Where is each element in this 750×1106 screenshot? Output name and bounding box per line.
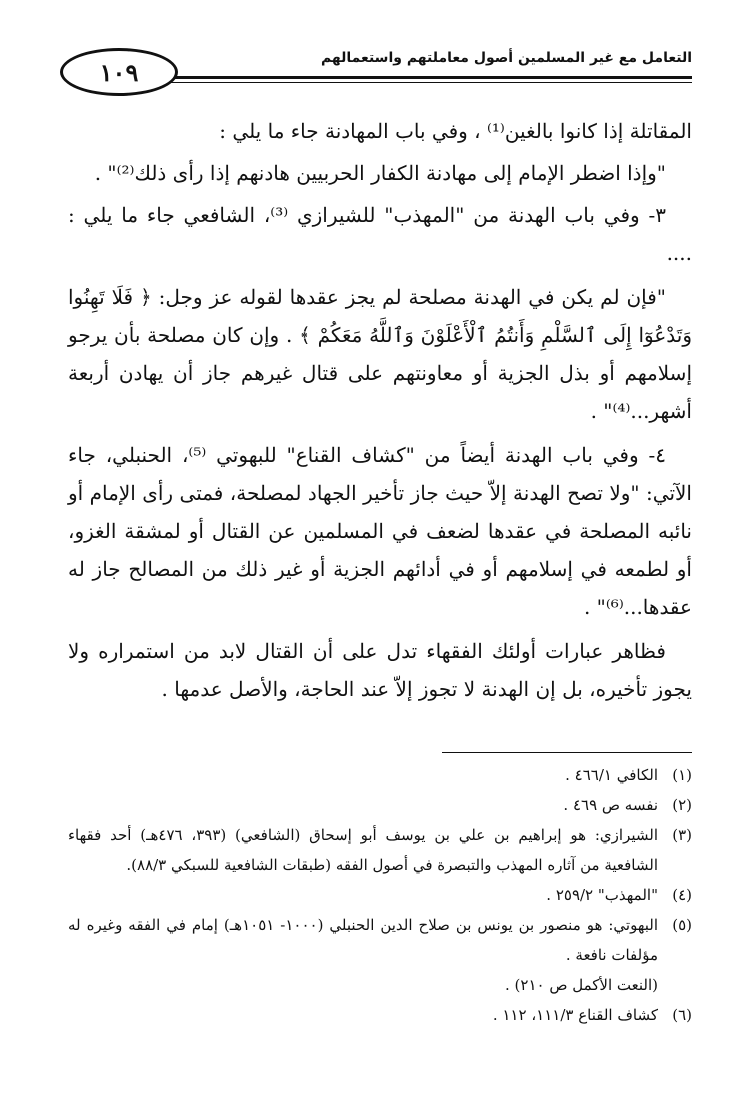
footnote-5-source: (النعت الأكمل ص ٢١٠) .	[505, 976, 658, 994]
paragraph-2: "وإذا اضطر الإمام إلى مهادنة الكفار الحربيين هادنهم إذا رأى ذلك⁽²⁾" .	[94, 161, 666, 185]
footnote-number: (٥)	[672, 916, 692, 934]
header-rule-thin	[170, 82, 692, 83]
footnote-number: (٤)	[672, 886, 692, 904]
footnote-text: "المهذب" ٢٥٩/٢ .	[546, 886, 658, 904]
footnote-1	[68, 760, 692, 790]
page-number: ١٠٩	[60, 48, 178, 96]
paragraph-1: المقاتلة إذا كانوا بالغين⁽¹⁾ ، وفي باب المهادنة جاء ما يلي :	[219, 119, 692, 143]
paragraph-6: فظاهر عبارات أولئك الفقهاء تدل على أن القتال لابد من استمراره ولا يجوز تأخيره، بل إن الهدنة لا تجوز إلاّ عند الحاجة، والأصل عدمها .	[68, 639, 692, 701]
paragraph-3: ٣- وفي باب الهدنة من "المهذب" للشيرازي ⁽³⁾، الشافعي جاء ما يلي : ....	[68, 203, 692, 265]
footnote-number: (٦)	[672, 1006, 692, 1024]
paragraph-4: "فإن لم يكن في الهدنة مصلحة لم يجز عقدها لقوله عز وجل: ﴿ فَلَا تَهِنُوا وَتَدْعُوٓا إِلَى ٱلسَّلْمِ وَأَنتُمُ ٱلْأَعْلَوْنَ وَٱللَّهُ مَعَكُمْ ﴾ . وإن كان مصلحة بأن يرجو إسلامهم أو بذل الجزية أو معاونتهم على قتال غيرهم جاز أن يهادن أربعة أشهر...⁽⁴⁾" .	[68, 285, 692, 423]
running-title: التعامل مع غير المسلمين أصول معاملتهم واستعمالهم	[320, 50, 692, 66]
header-rule	[170, 76, 692, 79]
footnote-text: كشاف القناع ١١١/٣، ١١٢ .	[492, 1006, 658, 1024]
footnote-text: البهوتي: هو منصور بن يونس بن صلاح الدين الحنبلي (١٠٠٠- ١٠٥١هـ) إمام في الفقه وغيره له مؤلفات نافعة .	[68, 916, 658, 964]
footnotes	[68, 760, 692, 1030]
paragraph-5: ٤- وفي باب الهدنة أيضاً من "كشاف القناع" للبهوتي ⁽⁵⁾، الحنبلي، جاء الآتي: "ولا تصح الهدنة إلاّ حيث جاز تأخير الجهاد لمصلحة، فمتى رأى الإمام أو نائبه المصلحة في عقدها لضعف في المسلمين عن القتال أو لمشقة الغزو، أو لطمعه في إسلامهم أو في أدائهم الجزية أو غير ذلك من المصالح جاز له عقدها...⁽⁶⁾" .	[68, 443, 693, 619]
footnote-rule	[442, 752, 692, 753]
footnote-number: (٣)	[672, 826, 692, 844]
footnote-6	[68, 1000, 692, 1030]
footnote-text: الشيرازي: هو إبراهيم بن علي بن يوسف أبو إسحاق (الشافعي) (٣٩٣، ٤٧٦هـ) أحد فقهاء الشافعية من آثاره المهذب والتبصرة في أصول الفقه (طبقات الشافعية للسبكي ٨٨/٣).	[68, 826, 658, 874]
footnote-2	[68, 790, 692, 820]
footnote-text: نفسه ص ٤٦٩ .	[563, 796, 658, 814]
page-header	[60, 44, 692, 100]
footnote-4	[68, 880, 692, 910]
footnote-3	[68, 820, 692, 880]
footnote-number: (٢)	[672, 796, 692, 814]
footnote-number: (١)	[672, 766, 692, 784]
footnote-text: الكافي ٤٦٦/١ .	[565, 766, 658, 784]
main-text	[68, 112, 692, 708]
footnote-5	[68, 910, 692, 970]
